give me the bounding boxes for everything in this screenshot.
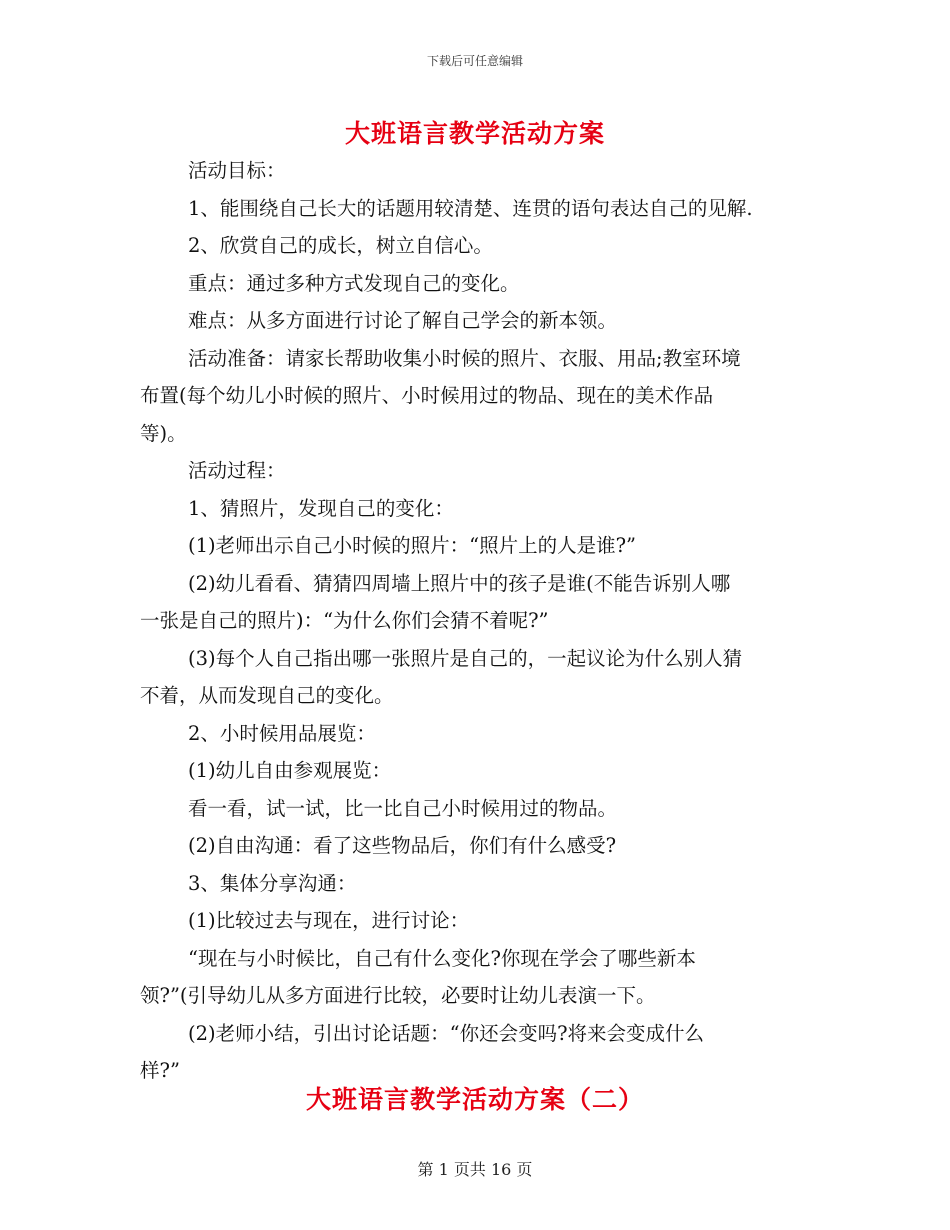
paragraph-line: (2)老师小结，引出讨论话题：“你还会变吗?将来会变成什么: [188, 1021, 705, 1045]
paragraph-line: (1)比较过去与现在，进行讨论：: [188, 909, 470, 932]
paragraph-line: (3)每个人自己指出哪一张照片是自己的，一起议论为什么别人猜: [188, 646, 743, 670]
paragraph-line: (1)幼儿自由参观展览：: [188, 759, 392, 782]
paragraph-line: 看一看，试一试，比一比自己小时候用过的物品。: [188, 796, 618, 820]
document-title: 大班语言教学活动方案: [344, 119, 605, 148]
paragraph-line: (2)自由沟通：看了这些物品后，你们有什么感受?: [188, 834, 617, 857]
document-body: [140, 152, 820, 1090]
paragraph-line: 3、集体分享沟通：: [188, 871, 357, 895]
paragraph-line: 一张是自己的照片)：“为什么你们会猜不着呢?”: [140, 609, 549, 632]
paragraph-line: 重点：通过多种方式发现自己的变化。: [188, 271, 520, 295]
paragraph-line: (1)老师出示自己小时候的照片：“照片上的人是谁?”: [188, 534, 637, 557]
page-footer: 第 1 页共 16 页: [417, 1160, 533, 1179]
paragraph-line: “现在与小时候比，自己有什么变化?你现在学会了哪些新本: [188, 946, 696, 970]
paragraph-line: 不着，从而发现自己的变化。: [140, 684, 394, 707]
paragraph-line: 活动准备：请家长帮助收集小时候的照片、衣服、用品;教室环境: [188, 346, 741, 370]
paragraph-line: 2、小时候用品展览：: [188, 721, 376, 745]
paragraph-line: 领?”(引导幼儿从多方面进行比较，必要时让幼儿表演一下。: [140, 984, 656, 1007]
paragraph-line: 难点：从多方面进行讨论了解自己学会的新本领。: [188, 309, 618, 332]
paragraph-line: 1、猜照片，发现自己的变化：: [188, 496, 454, 520]
paragraph-line: 活动目标：: [188, 159, 286, 182]
paragraph-line: 布置(每个幼儿小时候的照片、小时候用过的物品、现在的美术作品: [140, 384, 714, 407]
page-header: 下载后可任意编辑: [426, 54, 523, 68]
paragraph-line: 活动过程：: [188, 459, 286, 482]
paragraph-line: 等)。: [140, 421, 187, 445]
paragraph-line: 样?”: [140, 1059, 180, 1082]
paragraph-line: (2)幼儿看看、猜猜四周墙上照片中的孩子是谁(不能告诉别人哪: [188, 571, 731, 595]
section-title: 大班语言教学活动方案（二）: [305, 1085, 644, 1114]
paragraph-line: 2、欣赏自己的成长，树立自信心。: [188, 234, 493, 257]
paragraph-line: 1、能围绕自己长大的话题用较清楚、连贯的语句表达自己的见解.: [188, 196, 753, 220]
